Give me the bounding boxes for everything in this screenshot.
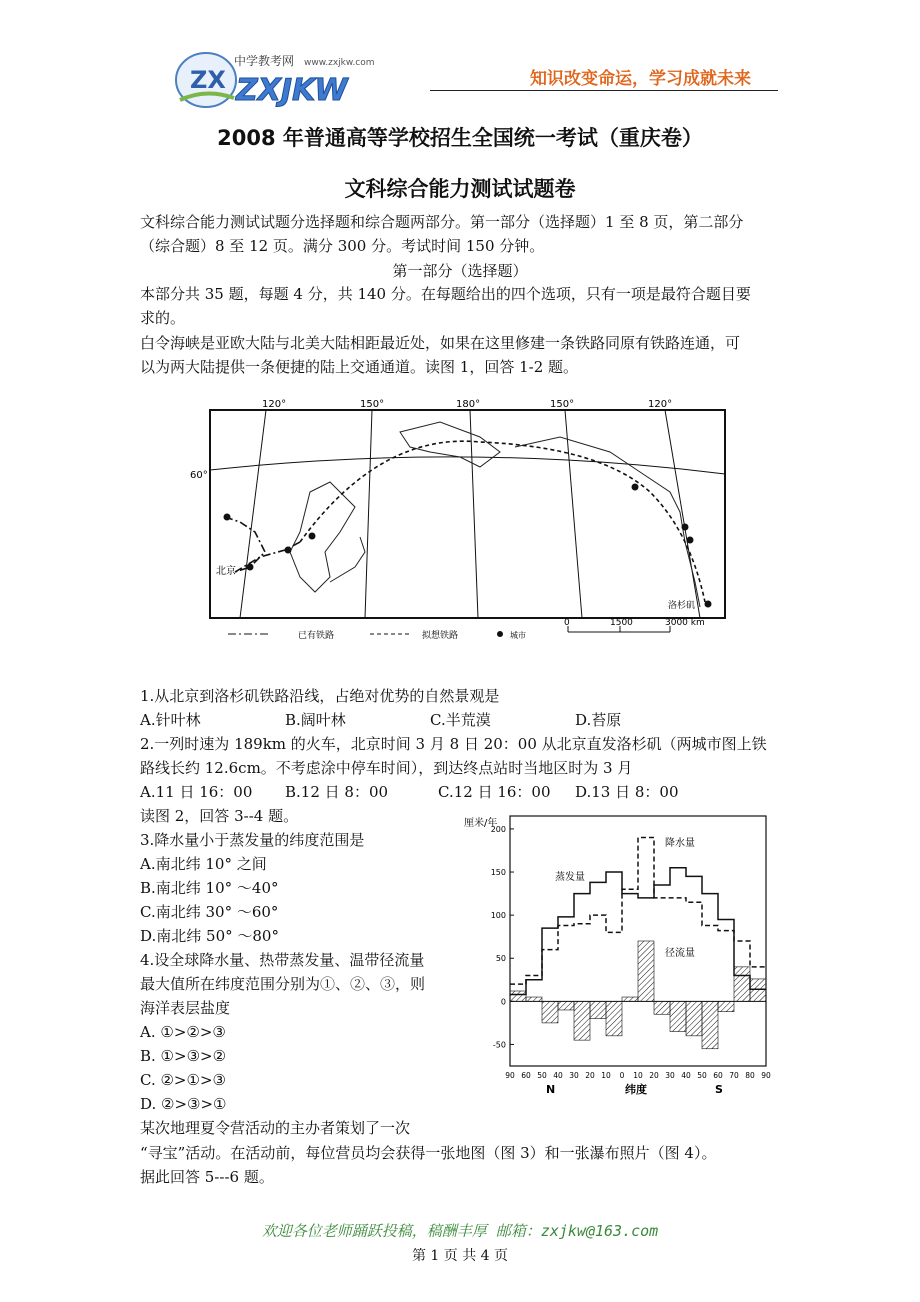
- existing-rail-asia: [225, 517, 265, 572]
- runoff-bar: [510, 991, 526, 1001]
- x-tick-label: 30: [665, 1071, 675, 1080]
- intro-line-2: （综合题）8 至 12 页。满分 300 分。考试时间 150 分钟。: [140, 237, 545, 255]
- city-dot-beijing: [247, 564, 254, 571]
- q4-stem-line-1: 4.设全球降水量、热带蒸发量、温带径流量: [140, 951, 425, 969]
- q1-option-a: A.针叶林: [140, 711, 201, 729]
- page-number: 第 1 页 共 4 页: [411, 1248, 509, 1264]
- q3-option-d: D.南北纬 50° ～80°: [140, 927, 279, 945]
- label-s: S: [715, 1083, 723, 1096]
- q1-option-c: C.半荒漠: [430, 711, 491, 729]
- y-tick-label: -50: [492, 1040, 506, 1050]
- x-tick-label: 90: [505, 1071, 515, 1080]
- context1-line-1: 白令海峡是亚欧大陆与北美大陆相距最近处，如果在这里修建一条铁路同原有铁路连通，可: [140, 334, 741, 352]
- meridian-5: [665, 410, 700, 618]
- chart-ylabel: 厘米/年: [464, 818, 498, 829]
- context1-line-2: 以为两大陆提供一条便捷的陆上交通通道。读图 1，回答 1-2 题。: [140, 358, 579, 376]
- part1-desc-line-1: 本部分共 35 题，每题 4 分，共 140 分。在每题给出的四个选项，只有一项是最符合题目要: [140, 285, 751, 303]
- label-xaxis: 纬度: [625, 1083, 647, 1096]
- x-tick-group: [505, 1071, 771, 1080]
- x-tick-label: 20: [649, 1071, 659, 1080]
- x-tick-label: 90: [761, 1071, 771, 1080]
- runoff-bar: [622, 997, 638, 1001]
- runoff-bar: [542, 1001, 558, 1023]
- x-tick-label: 60: [521, 1071, 531, 1080]
- lon-label-180: 180°: [456, 399, 481, 410]
- meridian-2: [365, 410, 372, 618]
- meridian-1: [240, 410, 266, 618]
- lat-label-60: 60°: [190, 470, 208, 481]
- x-tick-label: 40: [681, 1071, 691, 1080]
- y-tick-label: 100: [490, 911, 506, 921]
- existing-rail-asia-2: [235, 542, 300, 572]
- x-tick-label: 50: [537, 1071, 547, 1080]
- q2-option-b: B.12 日 8：00: [285, 783, 389, 801]
- read-fig2: 读图 2，回答 3--4 题。: [140, 807, 299, 825]
- scale-1500: 1500: [610, 618, 633, 628]
- q3-option-a: A.南北纬 10° 之间: [140, 855, 267, 873]
- runoff-series: [510, 941, 766, 1049]
- lon-label-120w: 120°: [262, 399, 287, 410]
- city-dot: [687, 537, 694, 544]
- figure-2-chart: [460, 808, 780, 1098]
- part1-desc-line-2: 求的。: [140, 309, 186, 327]
- footer-invite: 欢迎各位老师踊跃投稿，稿酬丰厚 邮箱：zxjkw@163.com: [261, 1222, 659, 1240]
- q3-option-c: C.南北纬 30° ～60°: [140, 903, 279, 921]
- scale-3000: 3000 km: [665, 618, 705, 628]
- q1-option-b: B.阔叶林: [285, 711, 346, 729]
- coast-chukotka: [400, 422, 500, 467]
- header-rule: [430, 90, 778, 91]
- y-tick-label: 150: [490, 868, 506, 878]
- x-tick-label: 30: [569, 1071, 579, 1080]
- exam-subtitle: 文科综合能力测试试题卷: [344, 177, 576, 201]
- label-precip: 降水量: [665, 838, 695, 849]
- city-dot: [309, 533, 316, 540]
- y-tick-label: 0: [500, 997, 506, 1007]
- q4-option-d: D. ②>③>①: [140, 1095, 227, 1113]
- label-beijing: 北京: [216, 566, 236, 577]
- scale-0: 0: [564, 618, 570, 628]
- x-tick-label: 50: [697, 1071, 707, 1080]
- city-dot: [682, 524, 689, 531]
- x-tick-label: 10: [633, 1071, 643, 1080]
- label-evap: 蒸发量: [555, 872, 585, 883]
- q2-option-c: C.12 日 16：00: [438, 783, 551, 801]
- q2-option-a: A.11 日 16：00: [140, 783, 253, 801]
- legend-city-dot: [497, 631, 503, 637]
- x-tick-label: 60: [713, 1071, 723, 1080]
- coast-japan: [330, 537, 365, 582]
- q4-option-c: C. ②>①>③: [140, 1071, 226, 1089]
- runoff-bar: [606, 1001, 622, 1035]
- q2-stem-line-1: 2.一列时速为 189km 的火车，北京时间 3 月 8 日 20：00 从北京直发洛杉矶（两城市图上铁: [140, 735, 767, 753]
- lon-label-120e: 120°: [648, 399, 673, 410]
- q1-option-d: D.苔原: [575, 711, 622, 729]
- legend-planned: 拟想铁路: [422, 631, 459, 641]
- runoff-bar: [702, 1001, 718, 1048]
- city-dot-la: [705, 601, 712, 608]
- q4-option-a: A. ①>②>③: [140, 1023, 226, 1041]
- logo-url: www.zxjkw.com: [304, 58, 375, 68]
- q4-option-b: B. ①>③>②: [140, 1047, 227, 1065]
- runoff-bar: [558, 1001, 574, 1010]
- y-tick-label: 200: [490, 824, 506, 834]
- part1-heading: 第一部分（选择题）: [392, 262, 528, 280]
- lon-label-150e: 150°: [360, 399, 385, 410]
- coast-asia: [290, 482, 355, 592]
- site-logo: [172, 48, 407, 114]
- context5-line-1: 某次地理夏令营活动的主办者策划了一次: [140, 1119, 411, 1137]
- lon-label-150w: 150°: [550, 399, 575, 410]
- label-n: N: [546, 1083, 556, 1096]
- city-dot: [632, 484, 639, 491]
- header-slogan: 知识改变命运，学习成就未来: [530, 69, 751, 89]
- q2-option-d: D.13 日 8：00: [575, 783, 679, 801]
- context5-line-2: “寻宝”活动。在活动前，每位营员均会获得一张地图（图 3）和一张瀑布照片（图 4）。: [140, 1144, 717, 1162]
- runoff-bar: [670, 1001, 686, 1031]
- runoff-bar: [718, 1001, 734, 1011]
- q4-stem-line-3: 海洋表层盐度: [140, 999, 231, 1017]
- q3-stem: 3.降水量小于蒸发量的纬度范围是: [140, 831, 365, 849]
- intro-line-1: 文科综合能力测试试题分选择题和综合题两部分。第一部分（选择题）1 至 8 页，第二部分: [140, 213, 744, 231]
- runoff-bar: [734, 967, 750, 1001]
- runoff-bar: [574, 1001, 590, 1040]
- runoff-bar: [686, 1001, 702, 1035]
- x-tick-label: 0: [619, 1071, 625, 1080]
- runoff-bar: [526, 997, 542, 1001]
- q4-stem-line-2: 最大值所在纬度范围分别为①、②、③，则: [140, 975, 426, 993]
- label-runoff: 径流量: [665, 948, 695, 959]
- city-dot: [224, 514, 231, 521]
- runoff-bar: [638, 941, 654, 1001]
- runoff-bar: [750, 979, 766, 1001]
- logo-mark: ZX: [190, 66, 226, 94]
- x-tick-label: 80: [745, 1071, 755, 1080]
- logo-word: ZXJKW: [236, 73, 348, 108]
- label-la: 洛杉矶: [668, 601, 696, 611]
- runoff-bar: [654, 1001, 670, 1014]
- city-dot: [285, 547, 292, 554]
- x-tick-label: 40: [553, 1071, 563, 1080]
- runoff-bar: [590, 1001, 606, 1018]
- q1-stem: 1.从北京到洛杉矶铁路沿线，占绝对优势的自然景观是: [140, 687, 500, 705]
- exam-title: 2008 年普通高等学校招生全国统一考试（重庆卷）: [217, 126, 703, 150]
- legend-existing: 已有铁路: [298, 631, 335, 641]
- parallel-60: [210, 457, 725, 474]
- q3-option-b: B.南北纬 10° ～40°: [140, 879, 279, 897]
- legend-city: 城市: [510, 631, 526, 640]
- y-tick-label: 50: [495, 954, 506, 964]
- figure-1-map: [180, 392, 740, 660]
- logo-site-name: 中学教考网: [234, 54, 295, 68]
- context5-line-3: 据此回答 5---6 题。: [140, 1168, 274, 1186]
- x-tick-label: 20: [585, 1071, 595, 1080]
- q2-stem-line-2: 路线长约 12.6cm。不考虑涂中停车时间），到达终点站时当地区时为 3 月: [140, 759, 633, 777]
- x-tick-label: 70: [729, 1071, 739, 1080]
- x-tick-label: 10: [601, 1071, 611, 1080]
